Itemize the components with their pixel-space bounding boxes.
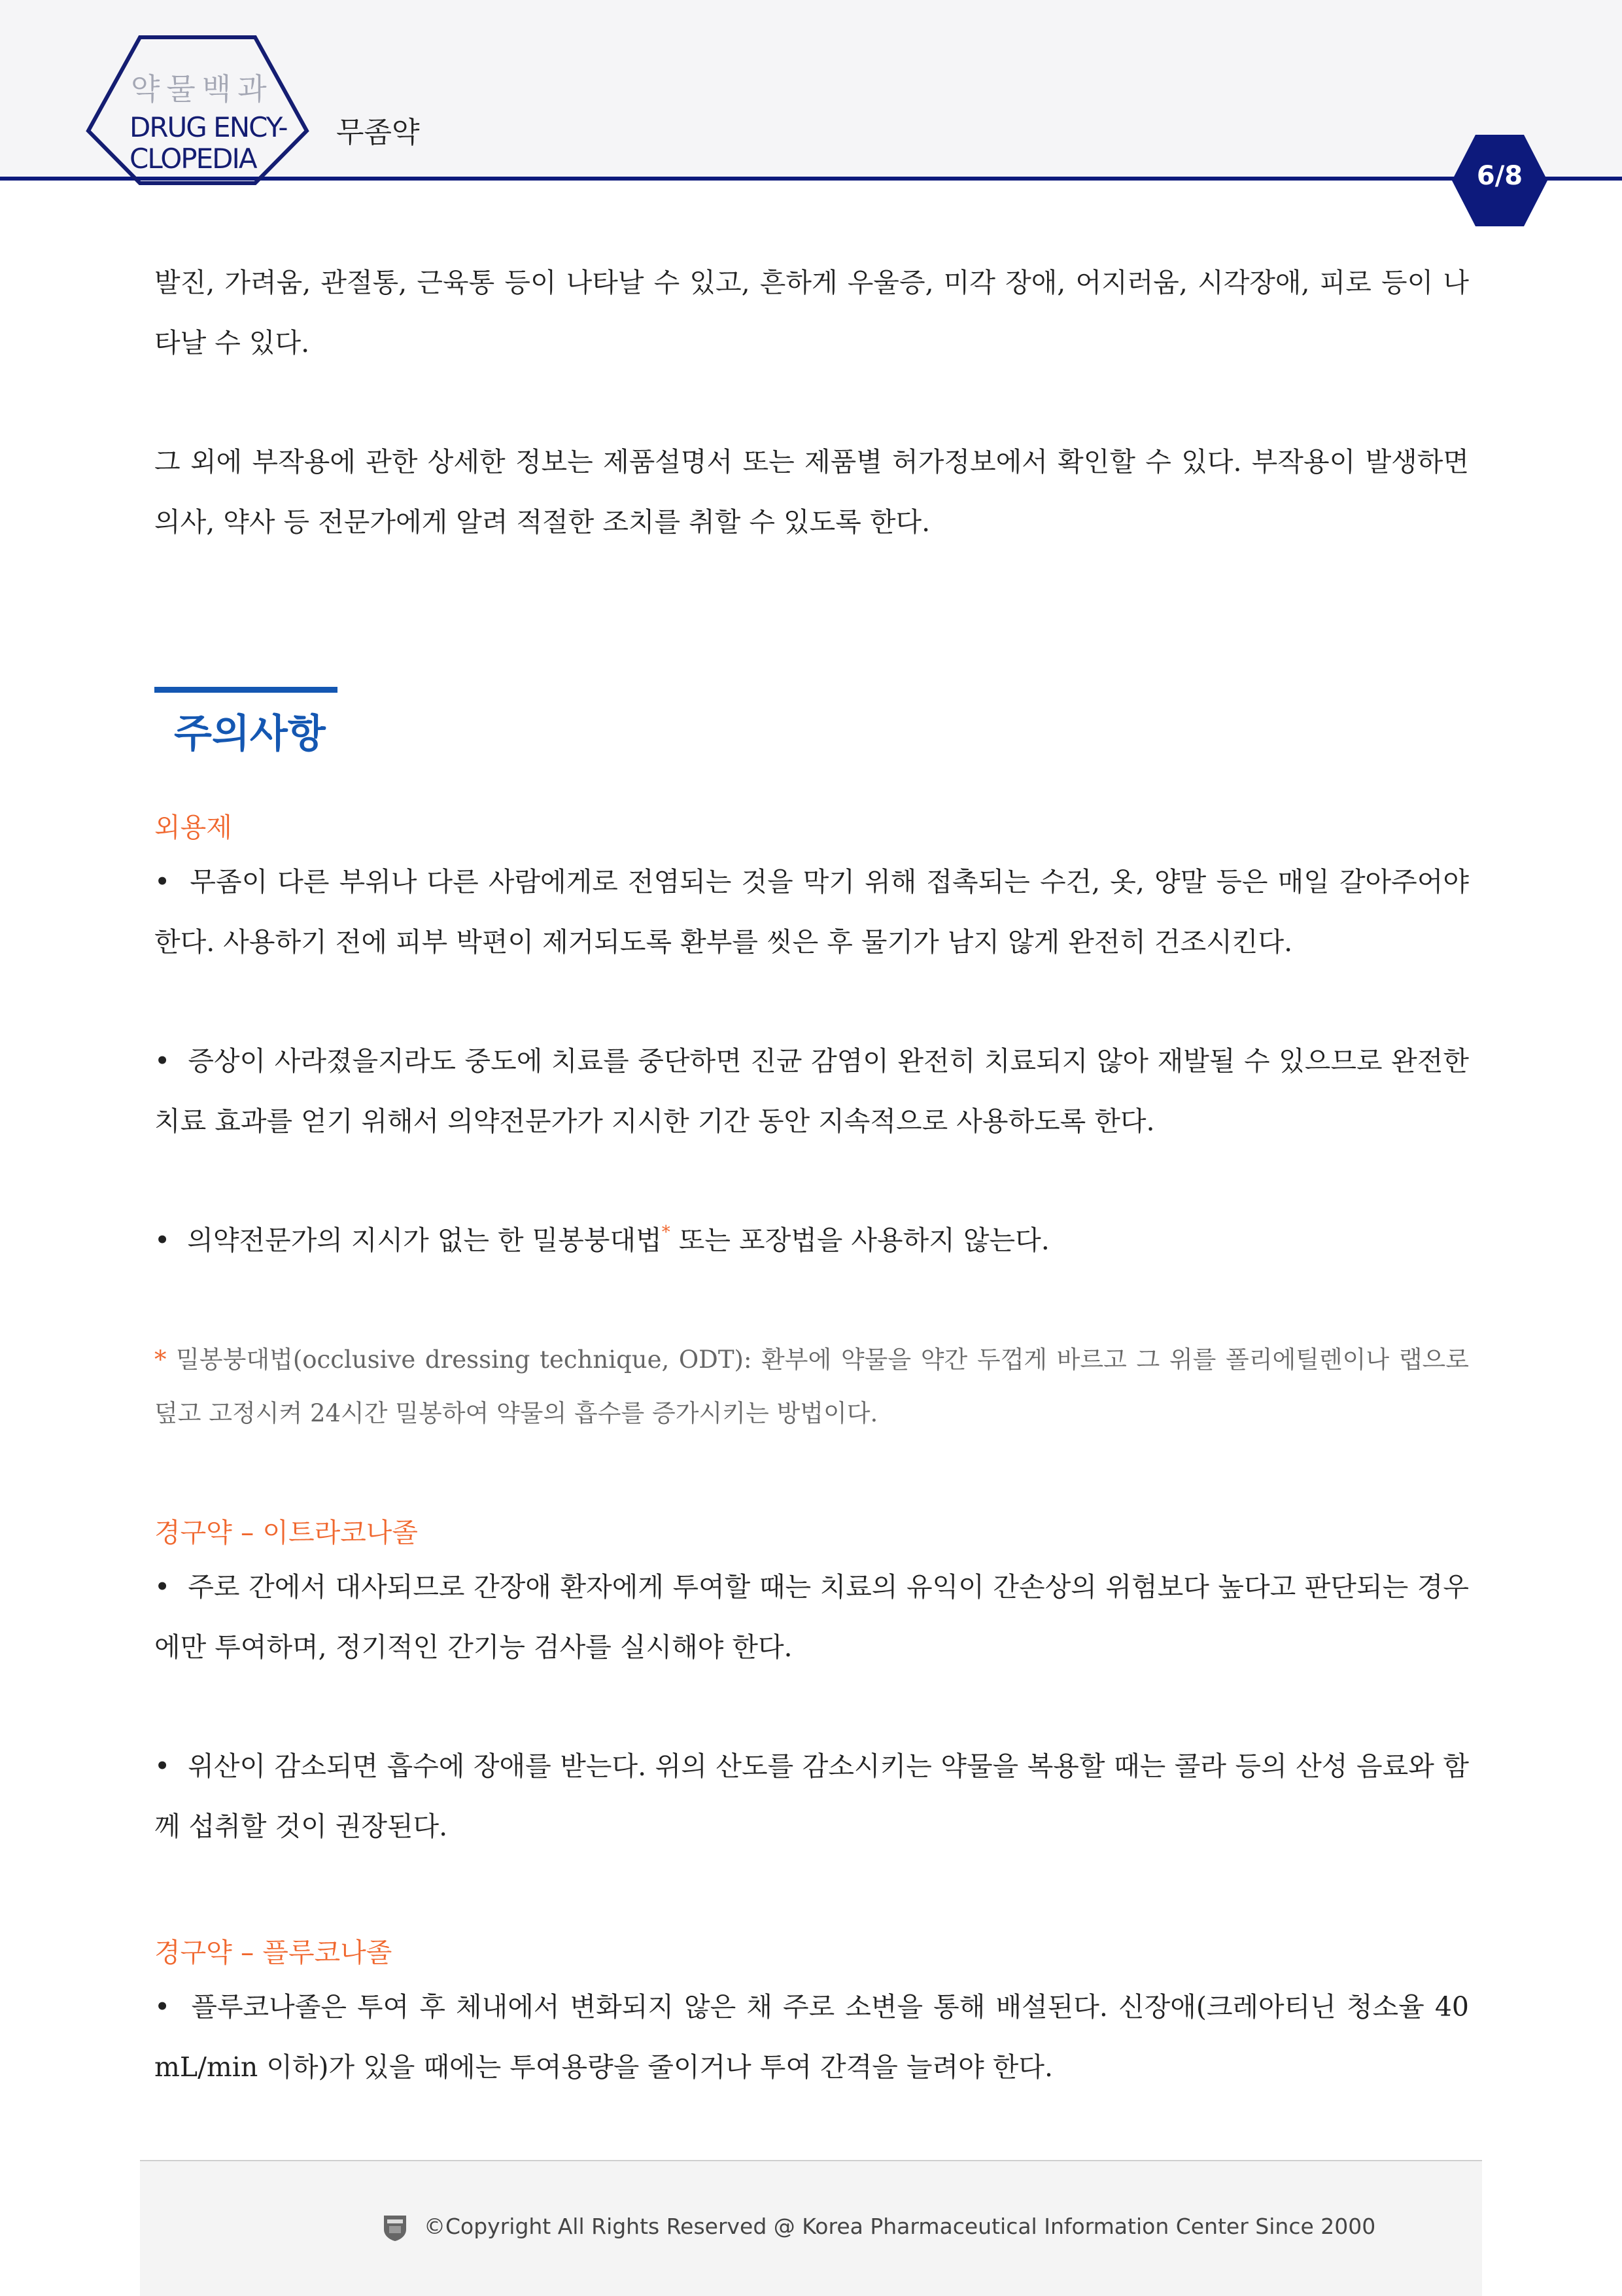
bullet-icon: • [154, 866, 171, 897]
topical-item-1-text: 무좀이 다른 부위나 다른 사람에게로 전염되는 것을 막기 위해 접촉되는 수건, 옷, 양말 등은 매일 갈아주어야 한다. 사용하기 전에 피부 박편이 제거되도록 환부를 씻은 후 물기가 남지 않게 완전히 건조시킨다. [154, 866, 1469, 958]
bullet-icon: • [154, 1750, 171, 1782]
section-title: 주의사항 [174, 711, 326, 757]
bullet-icon: • [154, 1045, 171, 1077]
subheading-topical: 외용제 [154, 812, 232, 843]
topical-item-3-text-after: 또는 포장법을 사용하지 않는다. [670, 1225, 1050, 1256]
footnote-odt-text: 밀봉붕대법(occlusive dressing technique, ODT): 환부에 약물을 약간 두껍게 바르고 그 위를 폴리에틸렌이나 랩으로 덮고 고정시켜 24시간 밀봉하여 약물의 흡수를 증가시키는 방법이다. [154, 1346, 1469, 1427]
footnote-reference-mark: * [661, 1223, 670, 1242]
bullet-icon: • [154, 1571, 171, 1603]
document-title: 무좀약 [336, 116, 420, 149]
topical-item-1 [154, 852, 1469, 972]
topical-item-3-text-before: 의약전문가의 지시가 없는 한 밀봉붕대법 [187, 1225, 662, 1256]
footnote-odt [154, 1333, 1469, 1440]
fluconazole-item-1-text: 플루코나졸은 투여 후 체내에서 변화되지 않은 채 주로 소변을 통해 배설된다. 신장애(크레아티닌 청소율 40 mL/min 이하)가 있을 때에는 투여용량을 줄이거나 투여 간격을 늘려야 한다. [154, 1991, 1469, 2083]
topical-item-2-text: 증상이 사라졌을지라도 중도에 치료를 중단하면 진균 감염이 완전히 치료되지 않아 재발될 수 있으므로 완전한 치료 효과를 얻기 위해서 의약전문가가 지시한 기간 동안 지속적으로 사용하도록 한다. [154, 1045, 1469, 1137]
footer-copyright: ©Copyright All Rights Reserved @ Korea Pharmaceutical Information Center Since 2000 [424, 2214, 1376, 2239]
itraconazole-item-1 [154, 1557, 1469, 1677]
side-effects-paragraph-1: 발진, 가려움, 관절통, 근육통 등이 나타날 수 있고, 흔하게 우울증, 미각 장애, 어지러움, 시각장애, 피로 등이 나타날 수 있다. [154, 267, 1469, 358]
itraconazole-item-2-text: 위산이 감소되면 흡수에 장애를 받는다. 위의 산도를 감소시키는 약물을 복용할 때는 콜라 등의 산성 음료와 함께 섭취할 것이 권장된다. [154, 1750, 1469, 1842]
subheading-fluconazole: 경구약 – 플루코나졸 [154, 1937, 392, 1968]
kpic-shield-icon [382, 2214, 408, 2242]
brand-name-english-line2: CLOPEDIA [129, 143, 256, 175]
brand-name-korean: 약물백과 [131, 71, 273, 107]
itraconazole-item-2 [154, 1736, 1469, 1856]
subheading-itraconazole: 경구약 – 이트라코나졸 [154, 1517, 419, 1548]
page-number: 6/8 [1476, 161, 1523, 191]
fluconazole-item-1 [154, 1977, 1469, 2097]
section-title-bar [154, 687, 337, 693]
side-effects-paragraph-2: 그 외에 부작용에 관한 상세한 정보는 제품설명서 또는 제품별 허가정보에서 확인할 수 있다. 부작용이 발생하면 의사, 약사 등 전문가에게 알려 적절한 조치를 취할 수 있도록 한다. [154, 446, 1469, 538]
bullet-icon: • [154, 1225, 171, 1256]
bullet-icon: • [154, 1991, 171, 2023]
footnote-mark: * [154, 1346, 167, 1374]
topical-item-3 [154, 1210, 1469, 1270]
brand-name-english-line1: DRUG ENCY- [129, 111, 287, 143]
topical-item-2 [154, 1031, 1469, 1151]
itraconazole-item-1-text: 주로 간에서 대사되므로 간장애 환자에게 투여할 때는 치료의 유익이 간손상의 위험보다 높다고 판단되는 경우에만 투여하며, 정기적인 간기능 검사를 실시해야 한다. [154, 1571, 1469, 1663]
